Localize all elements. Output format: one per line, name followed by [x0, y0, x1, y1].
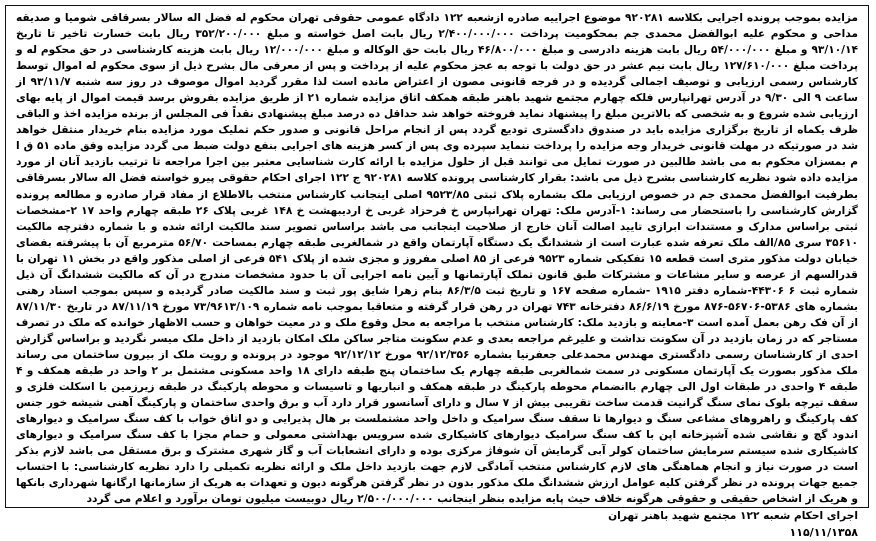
auction-notice	[5, 5, 869, 539]
notice-issuer: اجرای احکام شعبه ۱۲۲ مجتمع شهید باهنر تهران	[608, 510, 858, 523]
notice-reference-number: ۱۱۵/۱۱/۱۳۵۸	[789, 525, 858, 539]
notice-footer	[16, 508, 858, 540]
notice-body: مزایده بموجب پرونده اجرایی بکلاسه ۹۲۰۲۸۱ موضوع اجراییه صادره ازشعبه ۱۲۲ دادگاه عمومی حقوقی تهران محکوم له فضل اله سالار بسرقاقی شومیا و صدیقه مداحی و محکوم علیه ابوالفضل محمدی جم بمحکومیت پرداخت ۲/۴۰۰/۰۰۰/۰۰۰ ریال بابت اصل خواسته و مبلغ ۳۵۲/۲۰۰/۰۰۰ ریال بابت خسارت تاخیر تا تاریخ ۹۳/۱۰/۱۴ و مبلغ ۵۴/۰۰۰/۰۰۰ ریال بابت هزینه دادرسی و مبلغ ۴۶/۸۰۰/۰۰۰ ریال بابت حق الوکاله و مبلغ ۱۲/۰۰۰/۰۰۰ ریال بابت هزینه کارشناسی در حق محکوم له و پرداخت مبلغ ۱۲۷/۶۱۰/۰۰۰ ریال بابت نیم عشر در حق دولت با توجه به عجز محکوم علیه از پرداخت و پس از معرفی مال بشرح ذیل از سوی محکوم له اموال توسط کارشناس رسمی ارزیابی و توصیف اجمالی گردیده و در فرجه قانونی مصون از اعتراض مانده است لذا مقرر گردید اموال موصوف در روز سه شنبه ۹۳/۱۱/۷ از ساعت ۹ الی ۹/۳۰ در آدرس تهرانپارس فلکه چهارم مجتمع شهید باهنر طبقه همکف اتاق مزایده شماره ۲۱ از طریق مزایده بفروش برسد قیمت اموال از پایه بهای ارزیابی شده شروع و به شخصی که بالاترین مبلغ را پیشنهاد نماید فروخته خواهد شد حداقل ده درصد مبلغ پیشنهادی نقداً فی المجلس از برنده مزایده اخذ و الباقی ظرف یکماه از تاریخ برگزاری مزایده باید در صندوق دادگستری تودیع گردد پس از انجام مراحل قانونی و صدور حکم تملیک مورد مزایده بنام خریدار منتقل خواهد شد در صورتیکه در مهلت قانونی خریدار وجه مزایده را پرداخت ننماید سپرده وی پس از کسر هزینه های اجرایی بنفع دولت ضبط می گردد مزایده وفق ماده ۵۱ ق ا م بمسزان محکوم به می باشد طالبین در صورت تمایل می توانند قبل از حلول مزایده با ارائه کارت شناسایی معتبر بین اجرا مراجعه تا ترتیب بازدید آنان از مورد مزایده داده شود نظریه کارشناسی بشرح ذیل می باشد: بقرار کارشناسی پرونده کلاسه ۹۲۰۲۸۱ ج ۱۲۲ اجرای احکام حقوقی پیرو خواسته فضل اله سالار بسرقاقی بطرفیت ابوالفضل محمدی جم در خصوص ارزیابی ملک بشماره پلاک ثبتی ۹۵۲۳/۸۵ اصلی اینجانب کارشناس منتخب بالاطلاع از مفاد قرار صادره و مطالعه پرونده گزارش کارشناسی را باستحضار می رساند: ۱-آدرس ملک: تهران تهرانپارس خ فرحزاد غربی خ اردیبهشت خ ۱۴۸ غربی پلاک ۲۶ طبقه چهارم واحد ۱۷ ۲-مشخصات ثبتی براساس مدارک و مستندات ابرازی تایید اصالت آنان خارج از صلاحیت اینجانب می باشد براساس تصویر سند مالکیت ارائه شده و با شماره دفترچه مالکیت ۳۵۶۱۰ سری ۸۵/الف ملک تعرفه شده عبارت است از ششدانگ یک دستگاه آپارتمان واقع در شمالغربی طبقه چهارم بمساحت ۵۶/۷۰ مترمربع آن با پیشرفته بفضای خیابان دولت مذکور متری است قطعه ۱۵ تفکیکی شماره ۹۵۲۳ فرعی از ۸۵ اصلی مفروز و مجزی شده از پلاک ۵۴۱ فرعی از اصلی مذکور واقع در بخش ۱۱ تهران با قدرالسهم از عرصه و سایر مشاعات و مشترکات طبق قانون تملک آپارتمانها و آیین نامه اجرایی آن با حدود مشخصات مندرج در آن که مالکیت ششدانگ آن ذیل شماره ثبت ۶ ۴۴۳۰۶-شماره دفتر ۱۹۱۵ -شماره صفحه ۱۶۷ و تاریخ ثبت ۸۶/۳/۵ بنام زهرا شایق پور ثبت و سند مالکیت صادر گردیده و سپس بموجب اسناد رهنی بشماره های ۵۳۸۶-۵۶۷۰۶-۸۷۶ مورخ ۸۶/۶/۱۹ دفترخانه ۷۴۳ تهران در رهن قرار گرفته و متعاقبا بموجب نامه شماره ۷۳/۹۶۱۳/۱۰۹ مورخ ۸۷/۱۱/۱۹ در تاریخ ۸۷/۱۱/۳۰ از آن فک رهن بعمل آمده است ۳-معاینه و بازدید ملک: کارشناس منتخب با مراجعه به محل وقوع ملک و در معیت خواهان و حسب الاظهار خوانده که ملک در تصرف مستاجر که در زمان بازدید در آن سکونت نداشت و علیرغم مراجعه بعدی و عدم سکونت متاجر ساکن ملک امکان بازدید از داخل ملک میسر نگردید و براساس گزارش احدی از کارشناسان رسمی دادگستری مهندس محمدعلی جعفرنیا بشماره ۹۲/۱۲/۳۵۶ مورخ ۹۲/۱۲/۱۲ موجود در پرونده و رویت ملک از بیرون ساختمان می رساند ملک مذکور بصورت یک آپارتمان مسکونی در سمت شمالغربی طبقه چهارم یک ساختمان پنج طبقه دارای ۱۸ واحد مسکونی مشتمل بر ۲ واحد در طبقه همکف و ۴ طبقه ۴ واحدی در طبقات اول الی چهارم باانضمام محوطه پارکینگ در طبقه همکف و انباریها و تاسیسات و محوطه پارکینگ در طبقه زیرزمین با اسکلت فلزی و سقف تیرچه بلوک نمای سنگ گرانیت قدمت ساخت تقریبی بیش از ۷ سال و دارای آسانسور قرار دارد آب و برق واحدی ساختمان و پارکینگ آهنی شیشه خور جنس کف پارکینگ و راهروهای مشاعی سنگ و دیوارها تا سقف سنگ سرامیک و داخل واحد مشتملست بر هال پذیرایی و دو اتاق خواب با کف سنگ سرامیک و دیوارهای اندود گچ و نقاشی شده آشپزخانه اپن با کف سنگ سرامیک دیوارهای کاشیکاری شده سرویس بهداشتی معمولی و حمام مجزا با کف سنگ سرامیک و دیوارهای کاشیکاری شده سیستم سرمایش ساختمان کولر آبی گرمایش آن شوفاژ مرکزی بوده و دارای انشعابات آب و گاز شهری مشترک و برق مستقل می باشد لازم بذکر است در صورت نیاز و انجام هماهنگی های لازم کارشناس منتخب آمادگی لازم جهت بازدید داخل ملک و ارائه نظریه تکمیلی را دارد نظریه کارشناسی: با احتساب جمیع جهات پرونده در نظر گرفتن کلیه عوامل ارزش ششدانگ ملک مذکور بدون در نظر گرفتن هرگونه دیون و تعهدات به هریک از سازمانها ارگانها شهرداری بانکها و هریک از اشخاص حقیقی و حقوقی هرگونه خلاف حیث پایه مزایده بنظر اینجانب ۲/۵۰۰/۰۰۰/۰۰۰ ریال دوبیست میلیون تومان برآورد و اعلام می گردد	[16, 12, 859, 506]
